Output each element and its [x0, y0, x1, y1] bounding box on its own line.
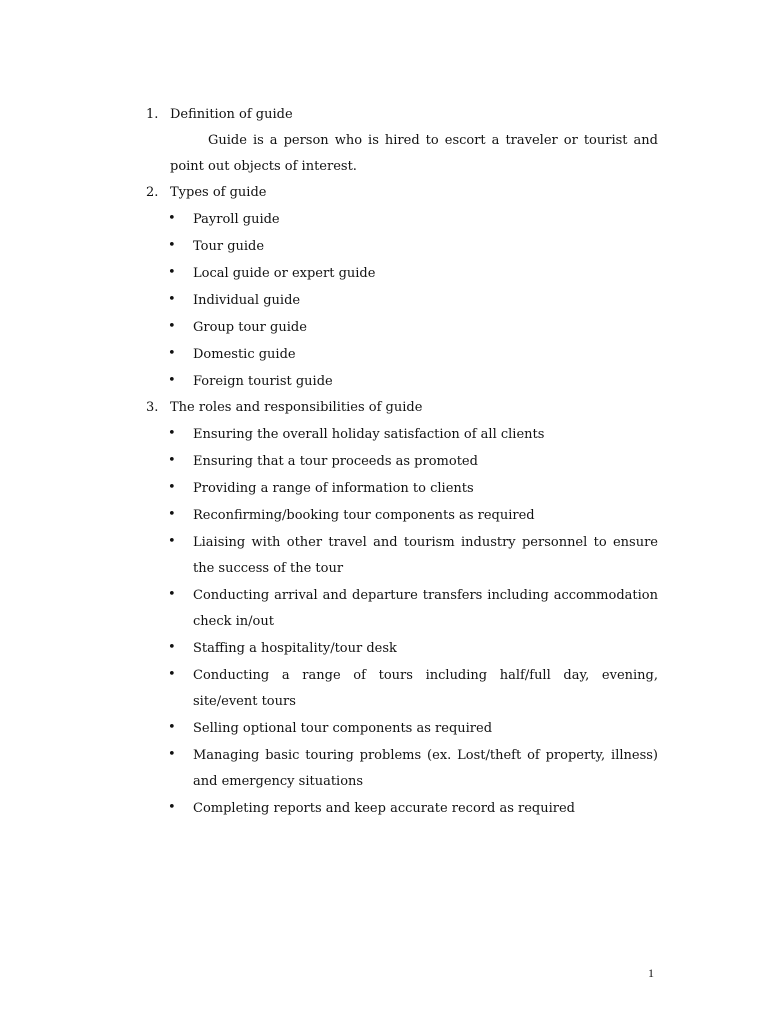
bullet-icon: • [168, 800, 176, 815]
section-title: Definition of guide [170, 107, 293, 122]
bullet-icon: • [168, 534, 176, 549]
bullet-icon: • [168, 667, 176, 682]
bullet-icon: • [168, 507, 176, 522]
list-item-text: Foreign tourist guide [193, 373, 333, 389]
bullet-icon: • [168, 319, 176, 334]
list-item [168, 795, 658, 822]
document-body [146, 102, 658, 822]
bullet-icon: • [168, 587, 176, 602]
list-item [168, 742, 658, 795]
list-item [168, 233, 658, 260]
section-heading-definition [146, 102, 658, 128]
list-item [168, 582, 658, 635]
section-heading-types [146, 180, 658, 206]
list-item-text: Ensuring the overall holiday satisfaction of all clients [193, 426, 545, 442]
list-item-text: Completing reports and keep accurate record as required [193, 800, 576, 816]
section-title: Types of guide [170, 185, 267, 200]
list-item-text: Conducting arrival and departure transfers including accommodation check in/out [193, 587, 658, 629]
section-title: The roles and responsibilities of guide [170, 400, 423, 415]
definition-paragraph: Guide is a person who is hired to escort a traveler or tourist and point out objects of interest. [170, 133, 658, 174]
list-item [168, 635, 658, 662]
list-item-text: Managing basic touring problems (ex. Lost/theft of property, illness) and emergency situations [193, 747, 658, 789]
section-heading-roles [146, 395, 658, 421]
page-number: 1 [648, 966, 654, 980]
list-item [168, 368, 658, 395]
list-item [168, 715, 658, 742]
list-item-text: Domestic guide [193, 346, 296, 362]
list-item [168, 662, 658, 715]
list-item-text: Individual guide [193, 292, 301, 308]
list-item [168, 448, 658, 475]
list-item-text: Selling optional tour components as required [193, 720, 493, 736]
list-item [168, 206, 658, 233]
list-item-text: Providing a range of information to clients [193, 480, 474, 496]
bullet-icon: • [168, 747, 176, 762]
list-item-text: Payroll guide [193, 211, 280, 227]
list-item-text: Staffing a hospitality/tour desk [193, 640, 397, 656]
bullet-icon: • [168, 238, 176, 253]
bullet-icon: • [168, 265, 176, 280]
section-number: 3. [146, 400, 159, 415]
bullet-icon: • [168, 211, 176, 226]
list-item [168, 260, 658, 287]
list-item [168, 475, 658, 502]
list-item [168, 529, 658, 582]
types-list [146, 206, 658, 395]
list-item-text: Group tour guide [193, 319, 307, 335]
list-item-text: Local guide or expert guide [193, 265, 376, 281]
list-item [168, 287, 658, 314]
bullet-icon: • [168, 480, 176, 495]
list-item-text: Reconfirming/booking tour components as required [193, 507, 535, 523]
bullet-icon: • [168, 346, 176, 361]
bullet-icon: • [168, 426, 176, 441]
list-item-text: Conducting a range of tours including half/full day, evening, site/event tours [193, 667, 658, 709]
list-item [168, 502, 658, 529]
list-item-text: Ensuring that a tour proceeds as promoted [193, 453, 478, 469]
section-number: 2. [146, 185, 159, 200]
bullet-icon: • [168, 292, 176, 307]
list-item [168, 314, 658, 341]
list-item [168, 341, 658, 368]
bullet-icon: • [168, 720, 176, 735]
list-item-text: Tour guide [193, 238, 265, 254]
bullet-icon: • [168, 640, 176, 655]
list-item [168, 421, 658, 448]
section-number: 1. [146, 107, 159, 122]
list-item-text: Liaising with other travel and tourism industry personnel to ensure the success of the tour [193, 534, 658, 576]
bullet-icon: • [168, 373, 176, 388]
bullet-icon: • [168, 453, 176, 468]
roles-list [146, 421, 658, 822]
